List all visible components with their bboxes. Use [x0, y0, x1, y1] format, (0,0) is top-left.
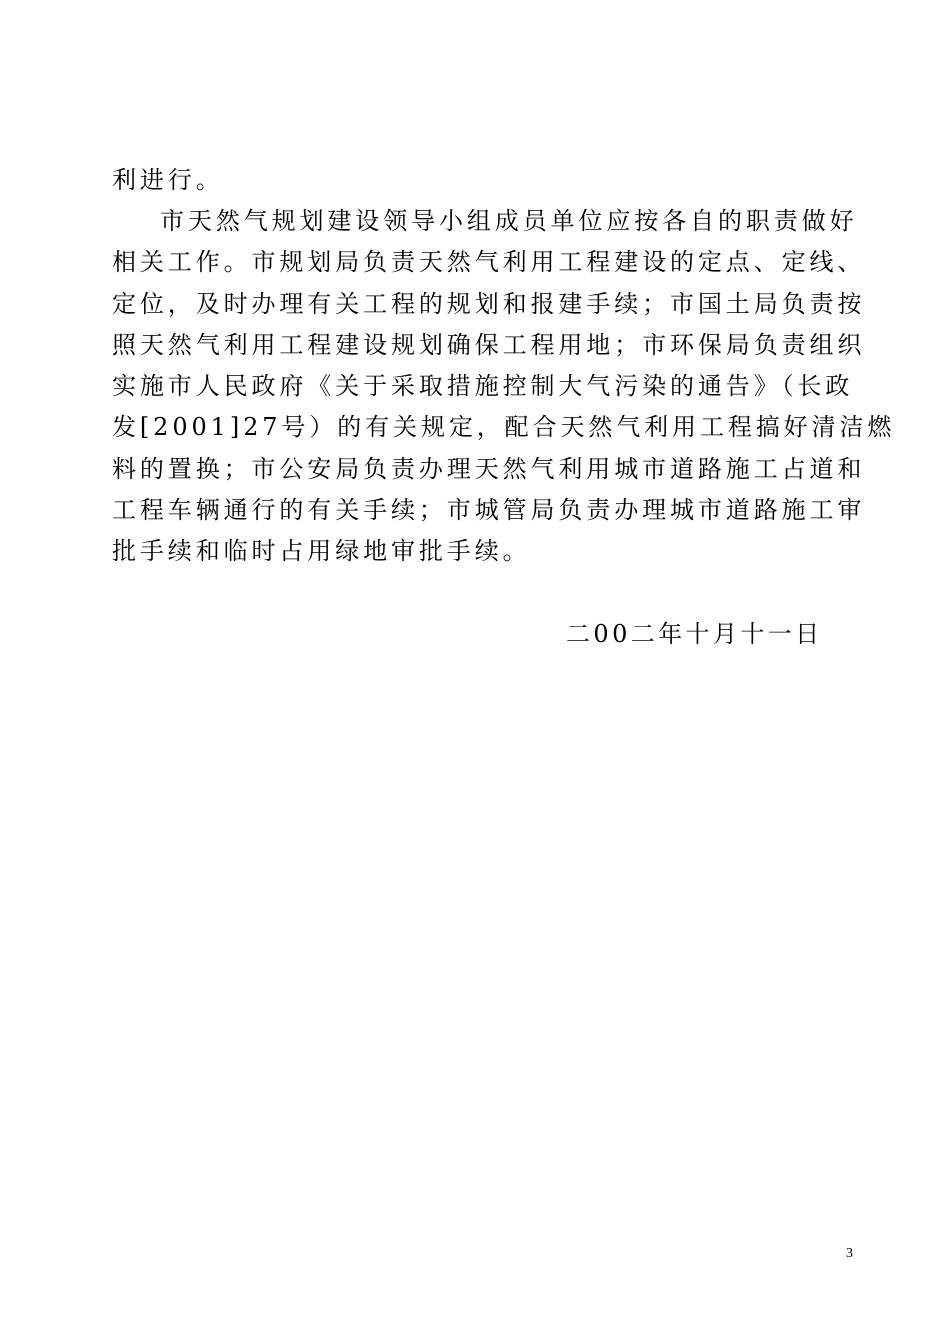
paragraph-first-line: 市天然气规划建设领导小组成员单位应按各自的职责做好	[160, 207, 858, 235]
page-number: 3	[846, 1246, 853, 1261]
text-line-10: 批手续和临时占用绿地审批手续。	[112, 537, 531, 565]
text-line-5: 照天然气利用工程建设规划确保工程用地；市环保局负责组织	[112, 331, 866, 359]
text-line-4: 定位，及时办理有关工程的规划和报建手续；市国土局负责按	[112, 290, 866, 318]
text-line-8: 料的置换；市公安局负责办理天然气利用城市道路施工占道和	[112, 455, 866, 483]
document-date: 二00二年十月十一日	[566, 620, 823, 648]
text-line-1: 利进行。	[112, 166, 224, 194]
text-line-3: 相关工作。市规划局负责天然气利用工程建设的定点、定线、	[112, 248, 866, 276]
text-line-6: 实施市人民政府《关于采取措施控制大气污染的通告》（长政	[112, 372, 854, 400]
text-line-7: 发[2001]27号）的有关规定，配合天然气利用工程搞好清洁燃	[112, 413, 896, 441]
text-line-9: 工程车辆通行的有关手续；市城管局负责办理城市道路施工审	[112, 496, 866, 524]
